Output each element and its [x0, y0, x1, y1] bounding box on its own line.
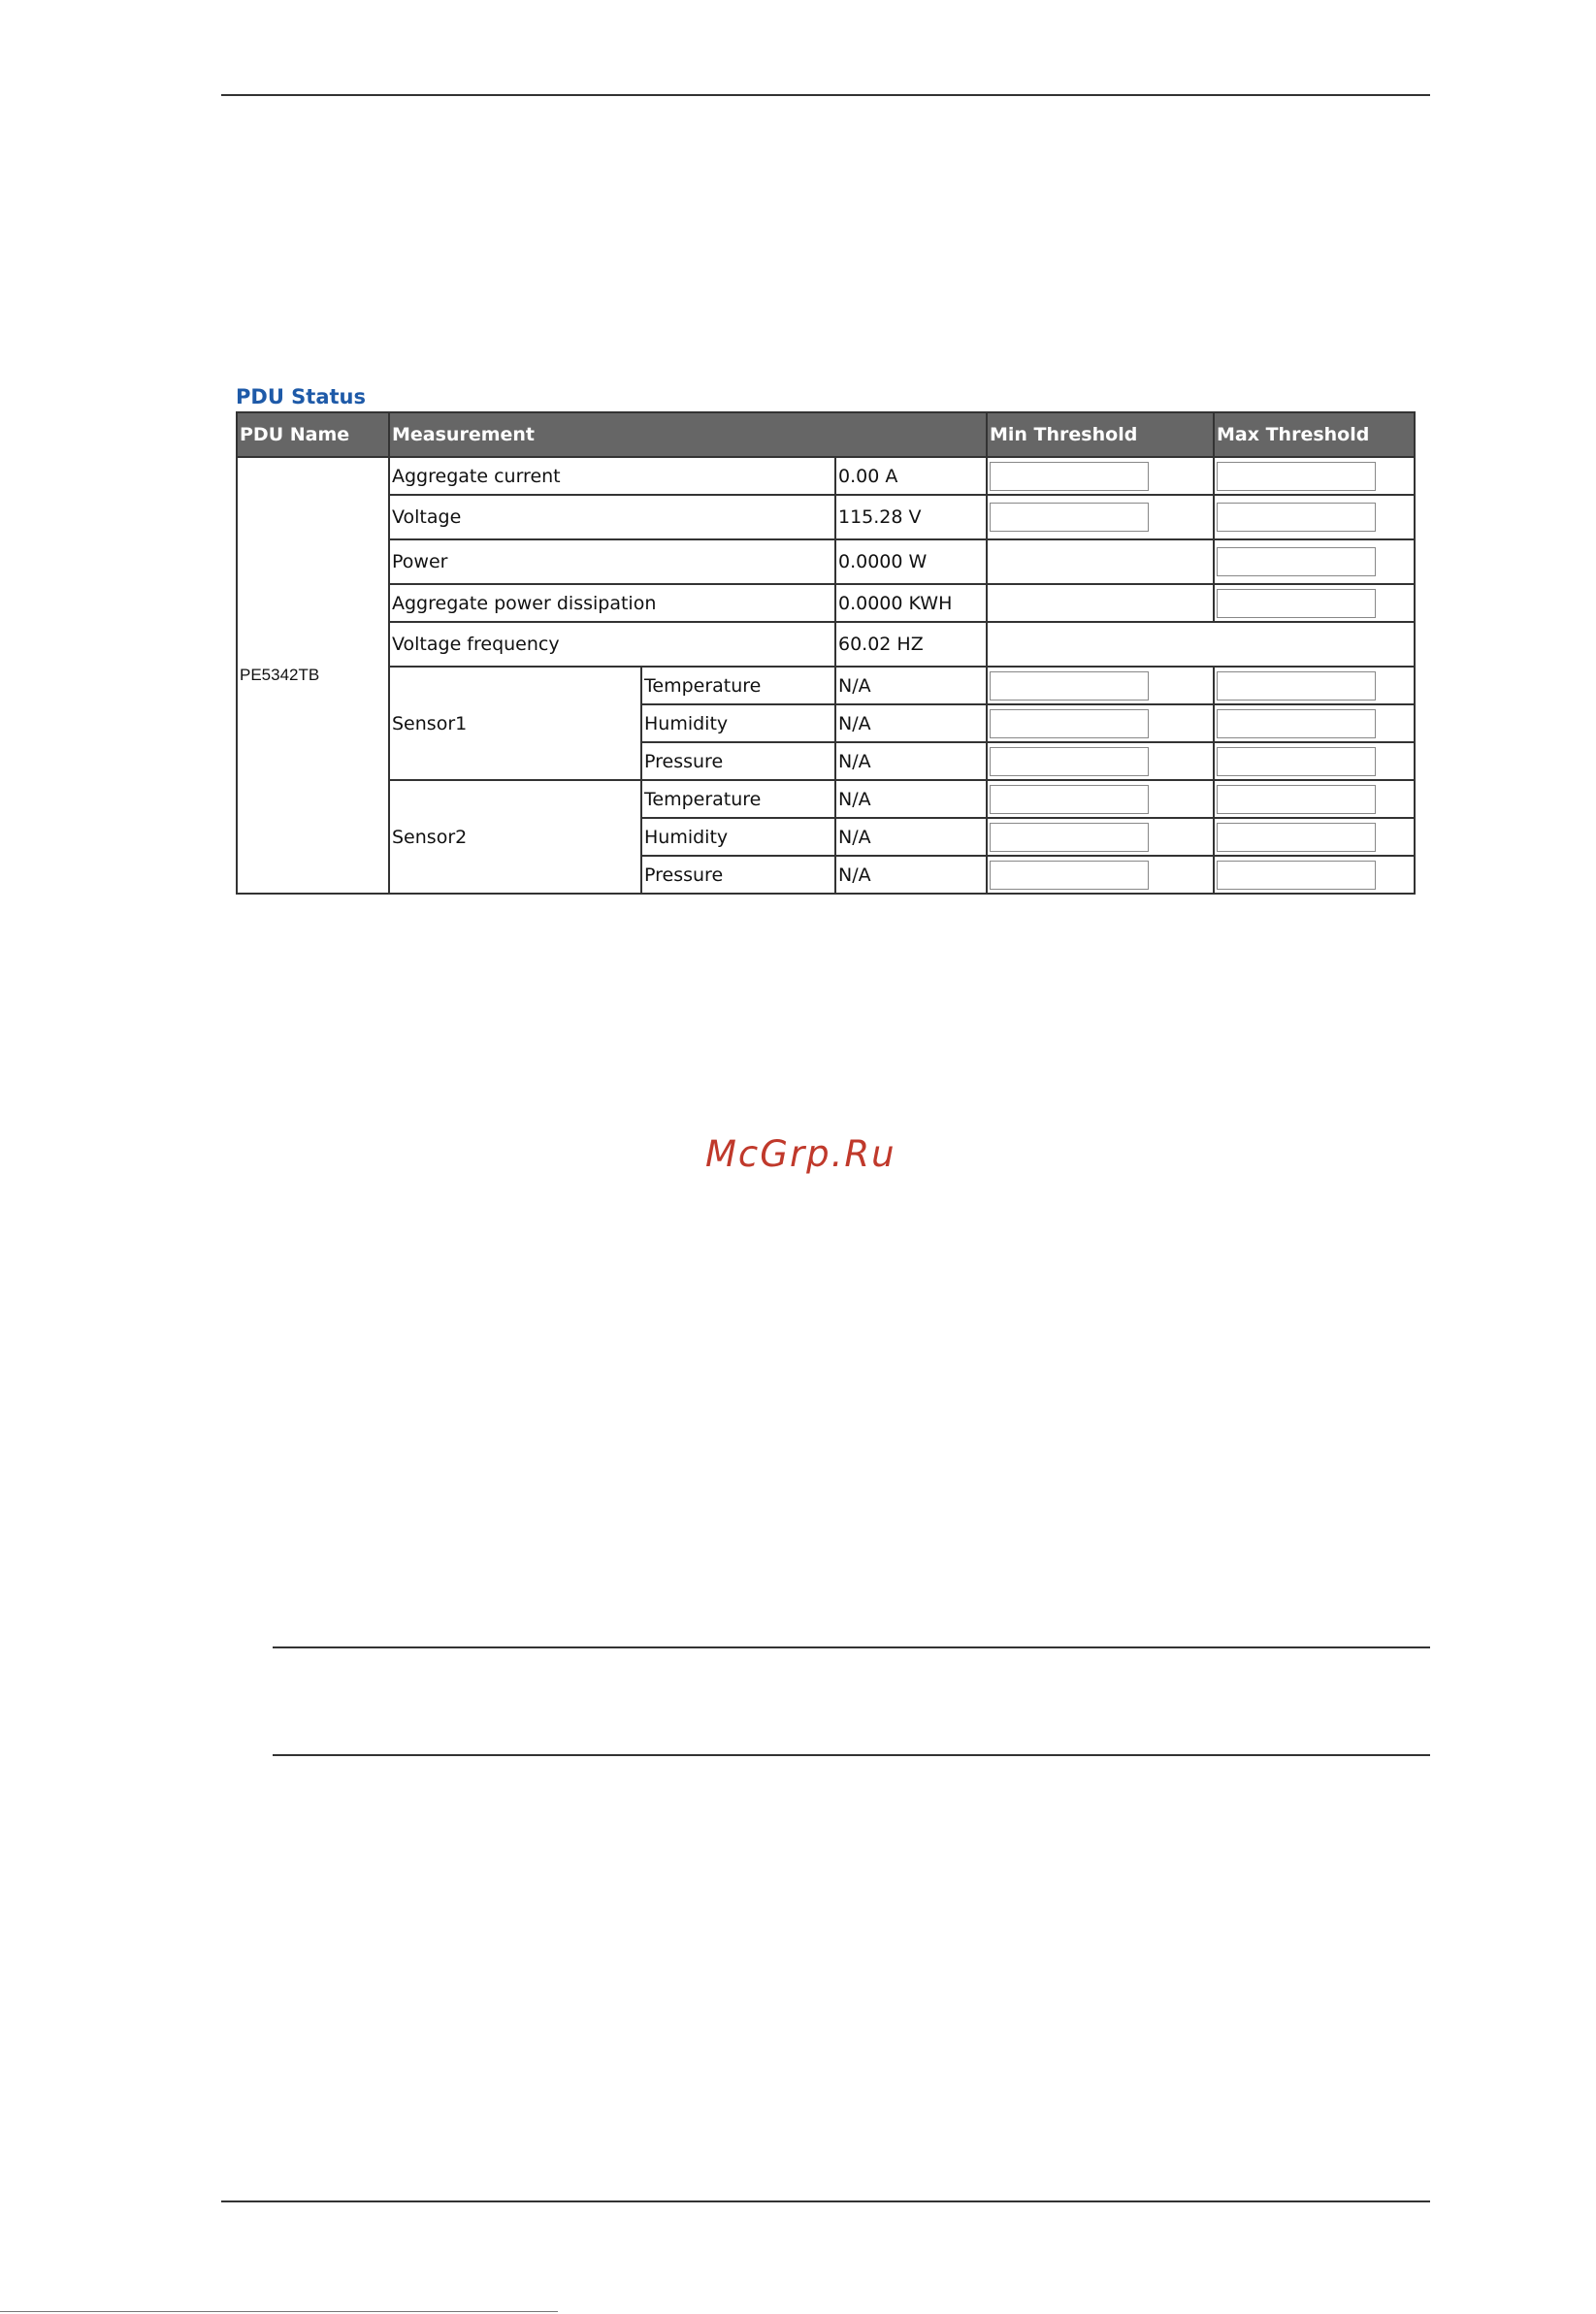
pdu-name-cell: PE5342TB	[237, 457, 389, 894]
sensor2-humidity-max-input[interactable]	[1217, 823, 1376, 852]
header-max-threshold: Max Threshold	[1214, 412, 1415, 457]
min-threshold-cell	[987, 818, 1214, 856]
sensor-measurement-label: Pressure	[641, 742, 835, 780]
header-pdu-name: PDU Name	[237, 412, 389, 457]
min-threshold-cell	[987, 704, 1214, 742]
power-dissipation-max-input[interactable]	[1217, 589, 1376, 618]
section-title: PDU Status	[236, 385, 367, 408]
sensor-measurement-label: Humidity	[641, 704, 835, 742]
measurement-label: Voltage	[389, 495, 835, 539]
table-row	[237, 457, 1415, 495]
voltage-min-input[interactable]	[990, 503, 1149, 532]
min-threshold-cell	[987, 539, 1214, 584]
min-threshold-cell	[987, 457, 1214, 495]
sensor1-temperature-min-input[interactable]	[990, 671, 1149, 701]
min-threshold-cell	[987, 742, 1214, 780]
table-row	[237, 780, 1415, 818]
sensor2-pressure-min-input[interactable]	[990, 861, 1149, 890]
sensor1-humidity-min-input[interactable]	[990, 709, 1149, 738]
sensor-measurement-label: Pressure	[641, 856, 835, 894]
sensor1-pressure-max-input[interactable]	[1217, 747, 1376, 776]
header-rule	[221, 94, 1430, 96]
max-threshold-cell	[1214, 539, 1415, 584]
voltage-max-input[interactable]	[1217, 503, 1376, 532]
max-threshold-cell	[1214, 704, 1415, 742]
max-threshold-cell	[1214, 856, 1415, 894]
measurement-value: 115.28 V	[835, 495, 987, 539]
sensor1-temperature-max-input[interactable]	[1217, 671, 1376, 701]
sensor-measurement-value: N/A	[835, 667, 987, 704]
measurement-value: 60.02 HZ	[835, 622, 987, 667]
table-row	[237, 539, 1415, 584]
sensor2-temperature-min-input[interactable]	[990, 785, 1149, 814]
min-threshold-cell	[987, 495, 1214, 539]
measurement-label: Aggregate current	[389, 457, 835, 495]
measurement-value: 0.00 A	[835, 457, 987, 495]
max-threshold-cell	[1214, 495, 1415, 539]
sensor-measurement-value: N/A	[835, 742, 987, 780]
max-threshold-cell	[1214, 457, 1415, 495]
min-threshold-cell	[987, 584, 1214, 622]
sensor-measurement-label: Temperature	[641, 780, 835, 818]
max-threshold-cell	[1214, 742, 1415, 780]
threshold-empty-cell	[987, 622, 1415, 667]
sensor1-pressure-min-input[interactable]	[990, 747, 1149, 776]
sensor-measurement-value: N/A	[835, 704, 987, 742]
max-threshold-cell	[1214, 667, 1415, 704]
max-threshold-cell	[1214, 780, 1415, 818]
sensor-measurement-value: N/A	[835, 856, 987, 894]
watermark-text: McGrp.Ru	[705, 1133, 896, 1175]
min-threshold-cell	[987, 667, 1214, 704]
header-measurement: Measurement	[389, 412, 987, 457]
footer-rule	[221, 2200, 1430, 2202]
sensor2-pressure-max-input[interactable]	[1217, 861, 1376, 890]
pdu-status-table	[236, 411, 1416, 895]
sensor-name: Sensor1	[389, 667, 641, 780]
max-threshold-cell	[1214, 584, 1415, 622]
measurement-label: Voltage frequency	[389, 622, 835, 667]
min-threshold-cell	[987, 856, 1214, 894]
page-edge-rule	[0, 2311, 558, 2312]
sensor2-temperature-max-input[interactable]	[1217, 785, 1376, 814]
measurement-value: 0.0000 KWH	[835, 584, 987, 622]
table-row	[237, 622, 1415, 667]
aggregate-current-min-input[interactable]	[990, 462, 1149, 491]
aggregate-current-max-input[interactable]	[1217, 462, 1376, 491]
divider-rule	[273, 1646, 1430, 1648]
measurement-label: Power	[389, 539, 835, 584]
sensor1-humidity-max-input[interactable]	[1217, 709, 1376, 738]
measurement-value: 0.0000 W	[835, 539, 987, 584]
sensor-measurement-value: N/A	[835, 818, 987, 856]
table-header-row	[237, 412, 1415, 457]
max-threshold-cell	[1214, 818, 1415, 856]
power-max-input[interactable]	[1217, 547, 1376, 576]
table-row	[237, 584, 1415, 622]
sensor-name: Sensor2	[389, 780, 641, 894]
sensor-measurement-label: Temperature	[641, 667, 835, 704]
table-row	[237, 667, 1415, 704]
measurement-label: Aggregate power dissipation	[389, 584, 835, 622]
sensor-measurement-label: Humidity	[641, 818, 835, 856]
sensor-measurement-value: N/A	[835, 780, 987, 818]
table-row	[237, 495, 1415, 539]
divider-rule	[273, 1754, 1430, 1756]
min-threshold-cell	[987, 780, 1214, 818]
header-min-threshold: Min Threshold	[987, 412, 1214, 457]
sensor2-humidity-min-input[interactable]	[990, 823, 1149, 852]
